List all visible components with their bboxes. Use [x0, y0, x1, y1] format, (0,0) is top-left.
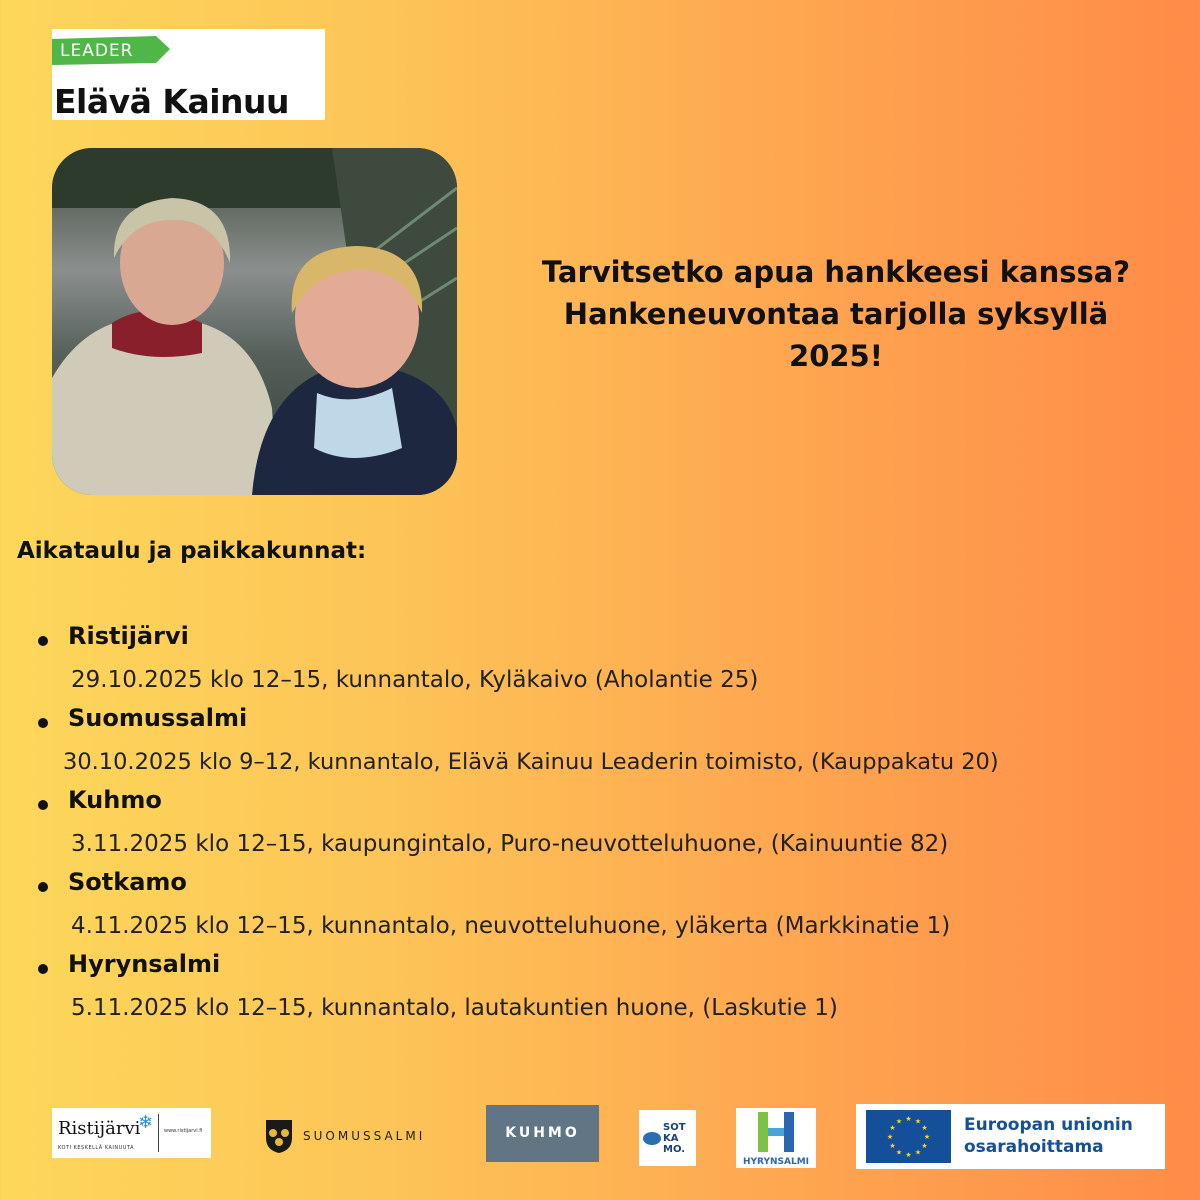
svg-text:★: ★ [889, 1142, 896, 1150]
svg-text:★: ★ [921, 1142, 928, 1150]
hyrynsalmi-h-icon [736, 1108, 816, 1156]
ristijarvi-url: www.ristijarvi.fi [164, 1128, 203, 1134]
sotkamo-name-3: MO. [663, 1144, 686, 1155]
logo-name: Elävä Kainuu [54, 82, 290, 121]
sotkamo-name [663, 1122, 686, 1155]
leader-tag-label: LEADER [60, 41, 134, 61]
kuhmo-name: KUHMO [505, 1125, 580, 1141]
schedule-detail: 4.11.2025 klo 12–15, kunnantalo, neuvotteluhuone, yläkerta (Markkinatie 1) [71, 913, 951, 939]
sotkamo-name-1: SOT [663, 1122, 686, 1133]
headline [462, 251, 1200, 377]
svg-text:★: ★ [895, 1148, 903, 1157]
svg-text:★: ★ [889, 1124, 896, 1132]
ristijarvi-slogan: KOTI KESKELLÄ KAINUUTA [58, 1145, 135, 1151]
ristijarvi-name: Ristijärvi [58, 1118, 141, 1139]
bullet-icon [38, 636, 48, 646]
svg-text:★: ★ [895, 1117, 903, 1126]
svg-text:★: ★ [905, 1115, 912, 1123]
headline-line-2: Hankeneuvontaa tarjolla syksyllä [563, 297, 1109, 331]
schedule-place: Hyrynsalmi [68, 950, 221, 978]
eu-text-line-2: osarahoittama [964, 1137, 1104, 1157]
sotkamo-name-2: KA [663, 1133, 679, 1144]
suomussalmi-name: SUOMUSSALMI [303, 1129, 426, 1143]
eu-text [964, 1114, 1133, 1158]
hyrynsalmi-logo [736, 1108, 816, 1168]
schedule-item [0, 620, 1200, 702]
suomussalmi-shield-icon [264, 1118, 294, 1154]
schedule-detail: 3.11.2025 klo 12–15, kaupungintalo, Puro-neuvotteluhuone, (Kainuuntie 82) [71, 831, 949, 857]
svg-text:★: ★ [905, 1151, 912, 1159]
eu-text-line-1: Euroopan unionin [964, 1115, 1133, 1135]
schedule-place: Suomussalmi [68, 704, 248, 732]
schedule-item [0, 948, 1200, 1030]
eu-flag-icon [866, 1110, 951, 1163]
schedule-item [0, 866, 1200, 948]
schedule-item [0, 784, 1200, 866]
schedule-place: Sotkamo [68, 868, 187, 896]
headline-line-1: Tarvitsetko apua hankkeesi kanssa? [541, 255, 1131, 289]
elava-kainuu-logo [52, 29, 325, 120]
eu-cofunded-logo [856, 1104, 1165, 1169]
hyrynsalmi-name: HYRYNSALMI [742, 1157, 810, 1167]
schedule-place: Kuhmo [68, 786, 162, 814]
schedule-place: Ristijärvi [68, 622, 189, 650]
schedule-title: Aikataulu ja paikkakunnat: [17, 538, 367, 564]
svg-text:★: ★ [886, 1133, 894, 1141]
snowflake-icon: ❄ [138, 1112, 154, 1133]
bullet-icon [38, 882, 48, 892]
bullet-icon [38, 718, 48, 728]
sotkamo-logo [639, 1110, 696, 1166]
schedule-detail: 5.11.2025 klo 12–15, kunnantalo, lautakuntien huone, (Laskutie 1) [71, 995, 838, 1021]
schedule-detail: 30.10.2025 klo 9–12, kunnantalo, Elävä Kainuu Leaderin toimisto, (Kauppakatu 20) [63, 749, 999, 775]
sotkamo-mark-icon [643, 1132, 661, 1145]
svg-text:★: ★ [923, 1133, 931, 1141]
svg-text:★: ★ [921, 1124, 928, 1132]
schedule-item [0, 702, 1200, 784]
sponsor-logos [0, 1100, 1200, 1180]
bullet-icon [38, 964, 48, 974]
svg-text:★: ★ [914, 1117, 922, 1126]
headline-line-3: 2025! [789, 339, 883, 373]
advisors-photo [52, 148, 457, 495]
kuhmo-logo [486, 1105, 599, 1162]
schedule-detail: 29.10.2025 klo 12–15, kunnantalo, Kyläkaivo (Aholantie 25) [71, 667, 759, 693]
schedule-list [0, 620, 1200, 1030]
bullet-icon [38, 800, 48, 810]
ristijarvi-logo [52, 1108, 211, 1158]
svg-text:★: ★ [914, 1148, 922, 1157]
divider [158, 1114, 159, 1152]
